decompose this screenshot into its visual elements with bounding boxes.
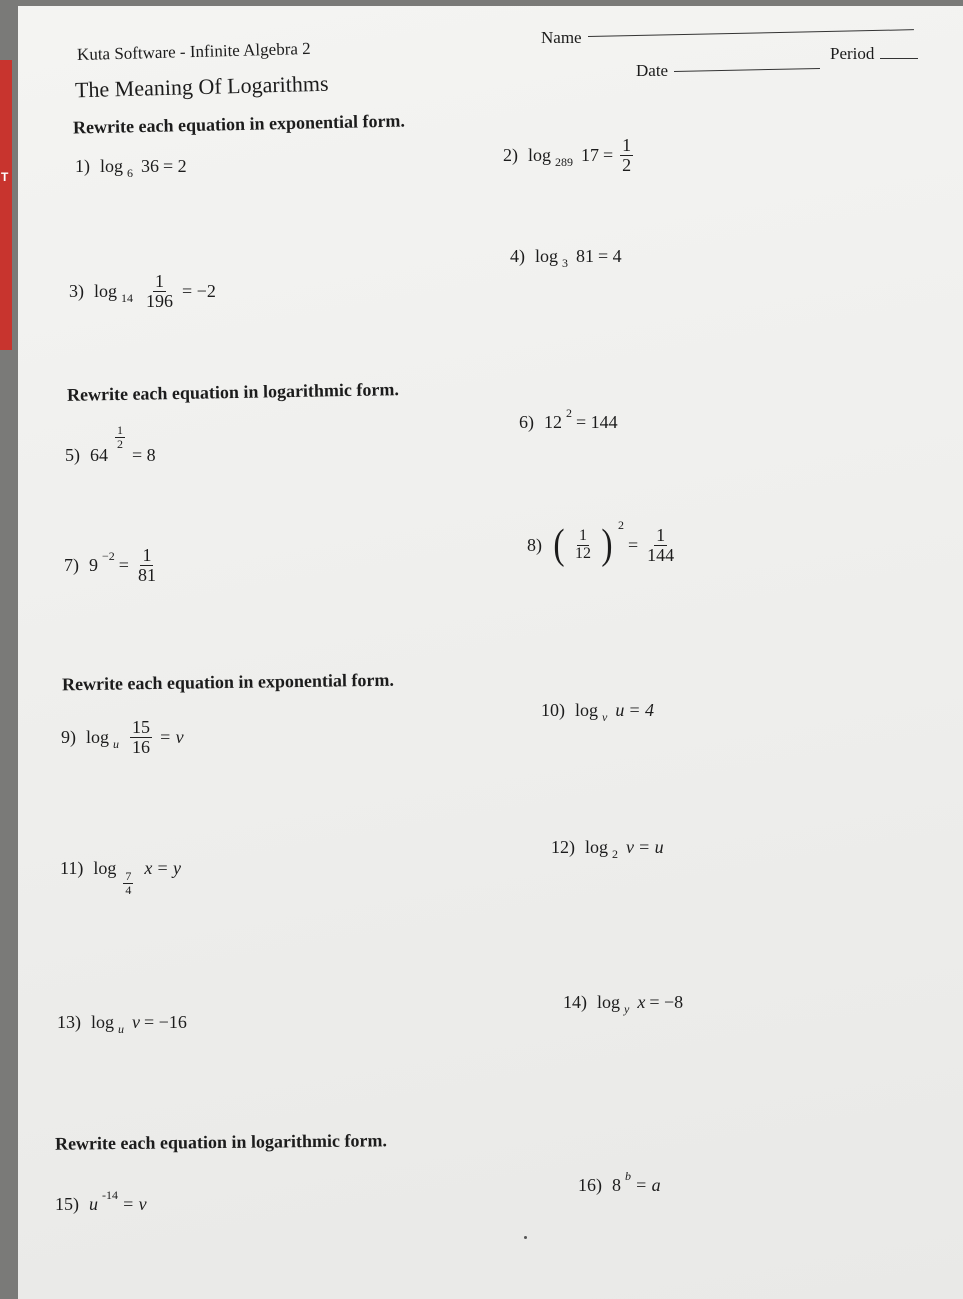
red-tab [0,60,12,350]
base-fraction: $\frac{7}{4}$ [125,869,132,897]
paper-speck [524,1236,527,1239]
problem-13: 13) log u v = −16 [57,1012,187,1036]
right-paren: ) [601,522,613,568]
period-line [880,58,918,59]
problem-10: 10) log v u = 4 [541,700,654,724]
fraction: $\frac{1}{196}$ [146,271,174,311]
fraction: $\frac{1}{81}$ [137,545,156,585]
problem-2: 2) log 289 17 = $\frac{1}{2}$ [503,135,632,175]
fraction: $\frac{15}{16}$ [132,717,151,757]
problem-12: 12) log 2 v = u [551,837,664,861]
problem-3: 3) log 14 $\frac{1}{196}$ = −2 [69,271,216,311]
fraction: $\frac{1}{144}$ [647,524,675,565]
left-paren: ( [553,522,565,568]
problem-4: 4) log 3 81 = 4 [510,246,622,270]
problem-5: 5) 64 $\frac{1}{2}$ = 8 [65,423,156,465]
date-label: Date [636,61,669,80]
problem-9: 9) log u $\frac{15}{16}$ = v [61,717,184,757]
section-4-instruction: Rewrite each equation in logarithmic form. [54,1130,388,1154]
exponent-fraction: $\frac{1}{2}$ [117,423,123,451]
problem-16: 16) 8 b = a [578,1169,661,1195]
section-1-instruction: Rewrite each equation in exponential form. [72,110,406,138]
worksheet-page [18,6,963,1299]
problem-14: 14) log y x = −8 [563,992,684,1016]
fraction: $\frac{1}{2}$ [622,135,632,175]
problem-7: 7) 9 −2 = $\frac{1}{81}$ [64,545,156,585]
name-label: Name [541,28,582,47]
problem-8: 8) ( $\frac{1}{12}$ ) 2 = $\frac{1}{144}$ [527,517,675,568]
problem-6: 6) 12 2 = 144 [519,406,618,432]
problem-1: 1) log 6 36 = 2 [75,156,187,180]
period-label: Period [830,44,875,63]
red-tab-letter: T [1,170,9,184]
fraction: $\frac{1}{12}$ [575,526,591,562]
page-title: The Meaning Of Logarithms [74,70,329,103]
problem-15: 15) u -14 = v [55,1188,147,1214]
publisher-label: Kuta Software - Infinite Algebra 2 [76,38,311,65]
section-3-instruction: Rewrite each equation in exponential form. [61,669,395,695]
problem-11: 11) log $\frac{7}{4}$ x = y [60,858,181,897]
section-2-instruction: Rewrite each equation in logarithmic form. [66,379,400,405]
